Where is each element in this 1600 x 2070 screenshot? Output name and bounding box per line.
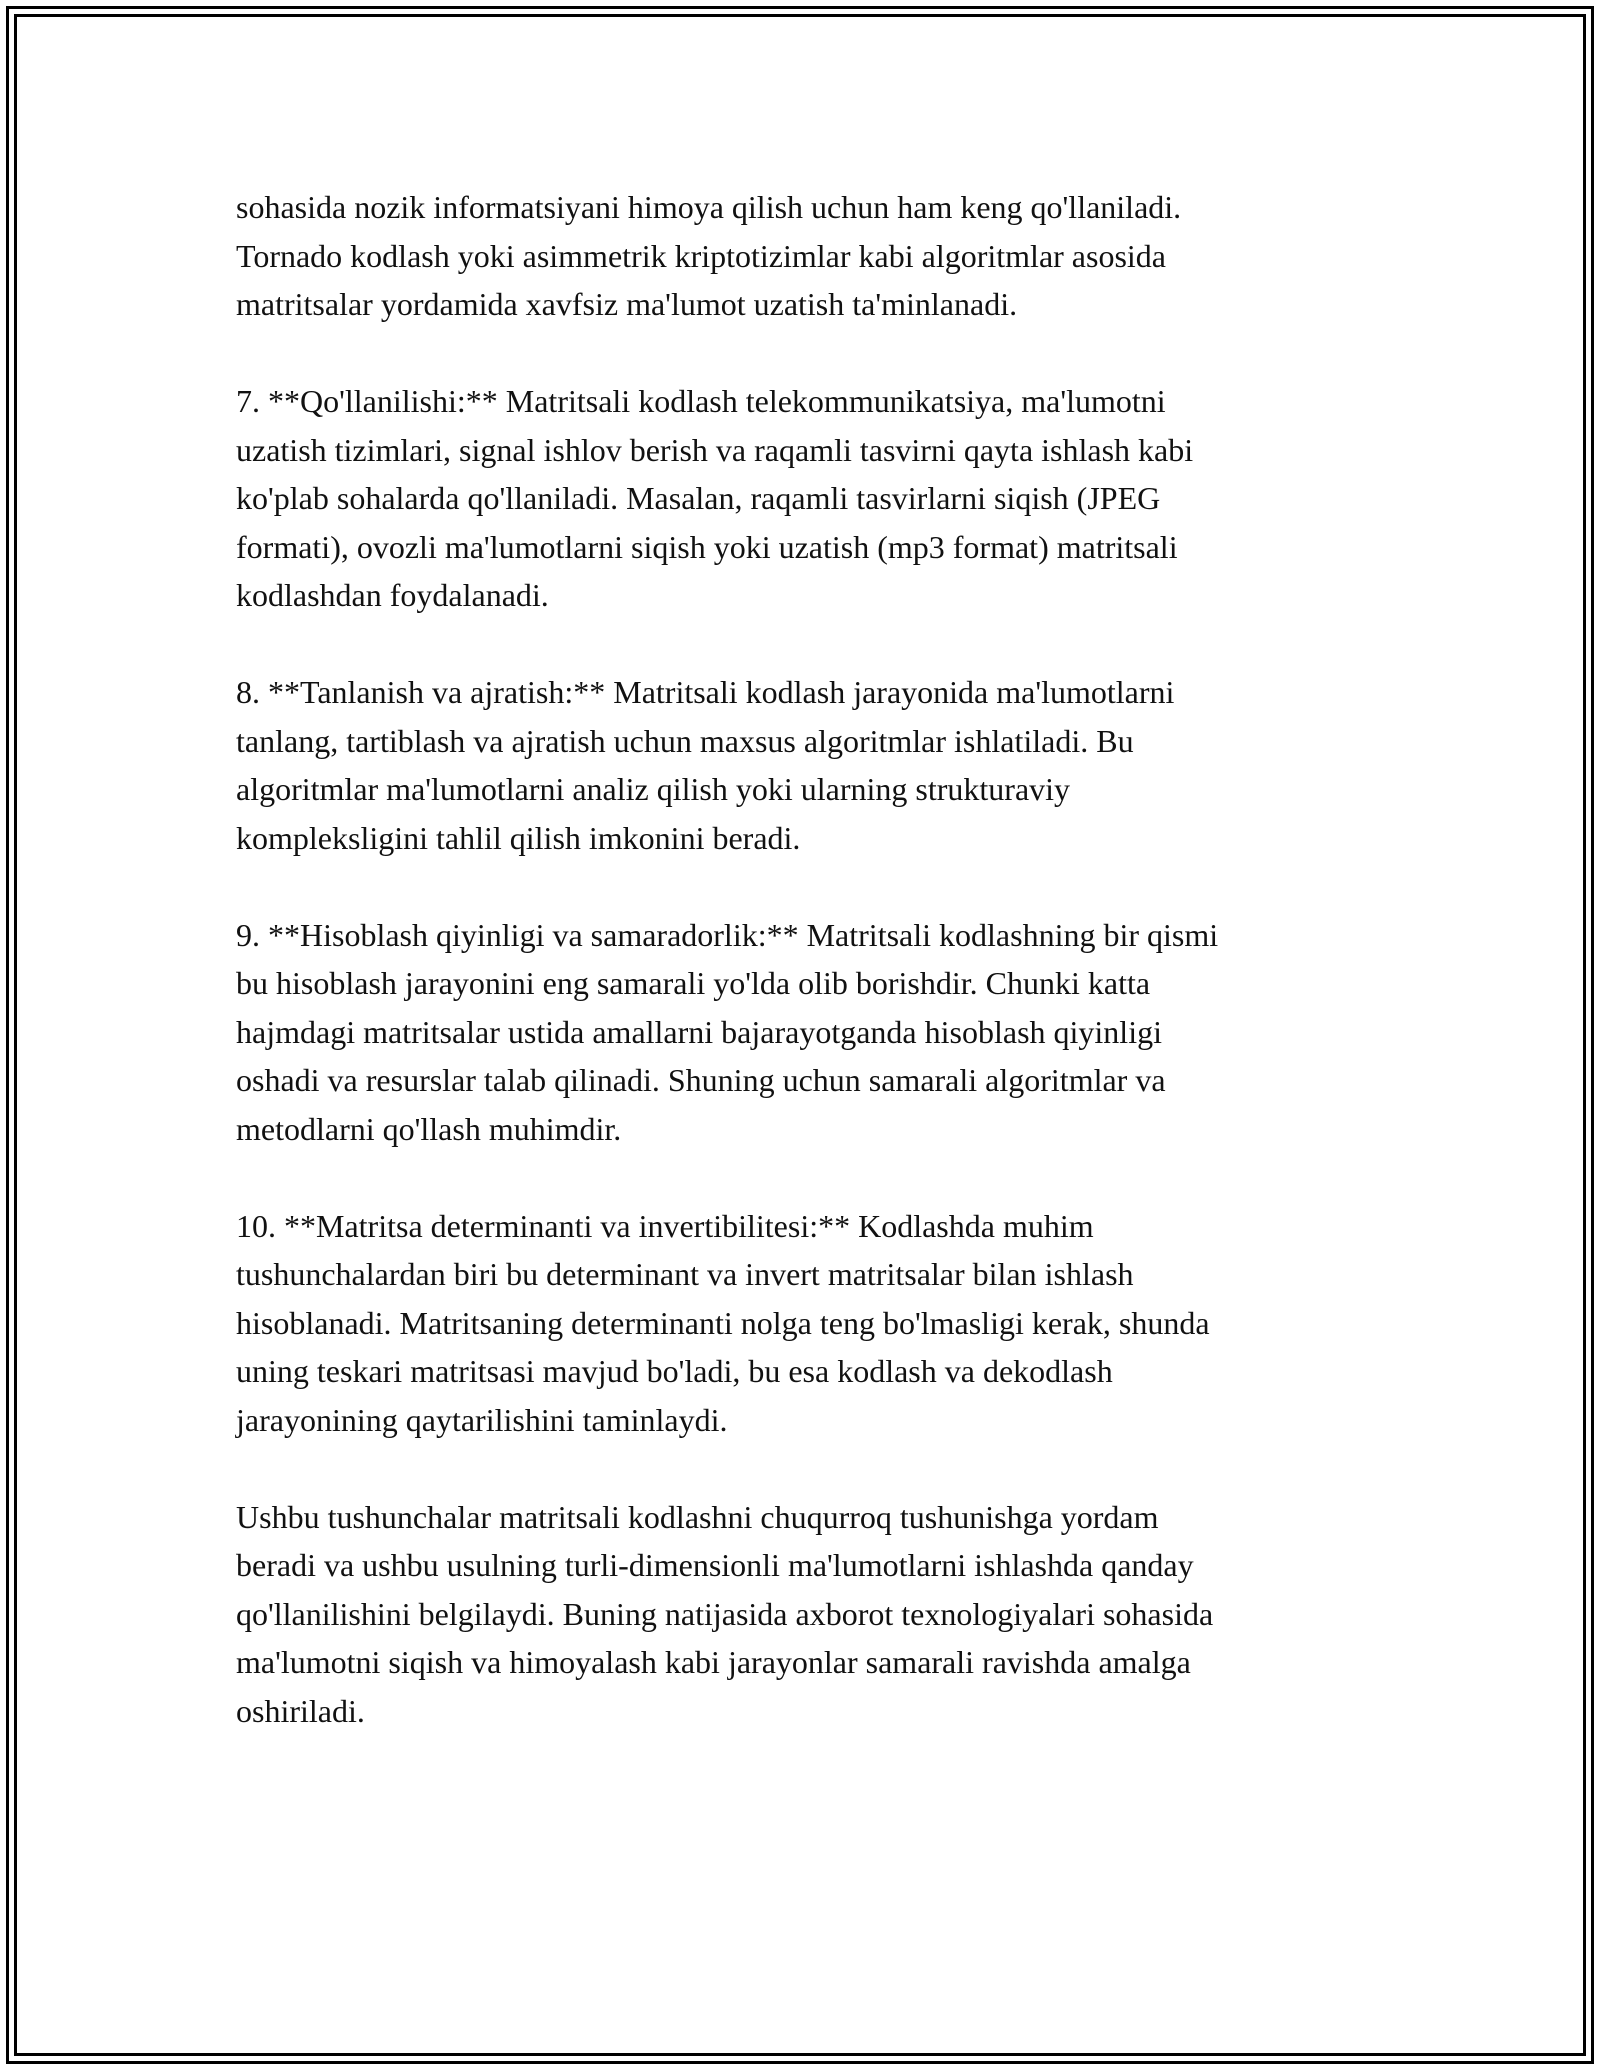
- text-line: oshiriladi.: [236, 1692, 365, 1729]
- text-line: algoritmlar ma'lumotlarni analiz qilish yoki ularning strukturaviy: [236, 771, 1071, 807]
- text-line: metodlarni qo'llash muhimdir.: [236, 1110, 622, 1147]
- text-line: Tornado kodlash yoki asimmetrik kriptotizimlar kabi algoritmlar asosida: [236, 237, 1166, 274]
- text-line: sohasida nozik informatsiyani himoya qilish uchun ham keng qo'llaniladi.: [236, 189, 1182, 225]
- text-line: bu hisoblash jarayonini eng samarali yo'lda olib borishdir. Chunki katta: [236, 965, 1151, 1001]
- text-line: oshadi va resurslar talab qilinadi. Shuning uchun samarali algoritmlar va: [236, 1062, 1166, 1098]
- text-line: jarayonining qaytarilishini taminlaydi.: [236, 1401, 728, 1438]
- text-line: hajmdagi matritsalar ustida amallarni bajarayotganda hisoblash qiyinligi: [236, 1013, 1162, 1050]
- text-line: 8. **Tanlanish va ajratish:** Matritsali kodlash jarayonida ma'lumotlarni: [236, 674, 1175, 710]
- text-line: ma'lumotni siqish va himoyalash kabi jarayonlar samarali ravishda amalga: [236, 1644, 1191, 1680]
- text-line: ko'plab sohalarda qo'llaniladi. Masalan, raqamli tasvirlarni siqish (JPEG: [236, 480, 1161, 516]
- text-line: kodlashdan foydalanadi.: [236, 577, 549, 613]
- paragraph-item-9: [236, 911, 1376, 1154]
- text-line: qo'llanilishini belgilaydi. Buning natijasida axborot texnologiyalari sohasida: [236, 1595, 1214, 1632]
- document-body: [236, 183, 1376, 1784]
- text-line: hisoblanadi. Matritsaning determinanti nolga teng bo'lmasligi kerak, shunda: [236, 1304, 1210, 1341]
- text-line: 7. **Qo'llanilishi:** Matritsali kodlash telekommunikatsiya, ma'lumotni: [236, 383, 1166, 419]
- text-line: uzatish tizimlari, signal ishlov berish va raqamli tasvirni qayta ishlash kabi: [236, 431, 1194, 468]
- text-line: beradi va ushbu usulning turli-dimensionli ma'lumotlarni ishlashda qanday: [236, 1547, 1194, 1583]
- paragraph-item-10: [236, 1202, 1376, 1445]
- text-line: uning teskari matritsasi mavjud bo'ladi, bu esa kodlash va dekodlash: [236, 1353, 1113, 1389]
- text-line: 9. **Hisoblash qiyinligi va samaradorlik:** Matritsali kodlashning bir qismi: [236, 916, 1219, 953]
- paragraph-item-7: [236, 377, 1376, 620]
- text-line: 10. **Matritsa determinanti va invertibilitesi:** Kodlashda muhim: [236, 1207, 1094, 1244]
- text-line: Ushbu tushunchalar matritsali kodlashni chuqurroq tushunishga yordam: [236, 1498, 1159, 1535]
- paragraph-intro-continuation: [236, 183, 1376, 329]
- text-line: matritsalar yordamida xavfsiz ma'lumot uzatish ta'minlanadi.: [236, 286, 1018, 322]
- text-line: kompleksligini tahlil qilish imkonini beradi.: [236, 819, 801, 856]
- text-line: formati), ovozli ma'lumotlarni siqish yoki uzatish (mp3 format) matritsali: [236, 528, 1178, 565]
- paragraph-item-8: [236, 668, 1376, 862]
- paragraph-conclusion: [236, 1493, 1376, 1736]
- text-line: tushunchalardan biri bu determinant va invert matritsalar bilan ishlash: [236, 1256, 1134, 1292]
- text-line: tanlang, tartiblash va ajratish uchun maxsus algoritmlar ishlatiladi. Bu: [236, 722, 1134, 759]
